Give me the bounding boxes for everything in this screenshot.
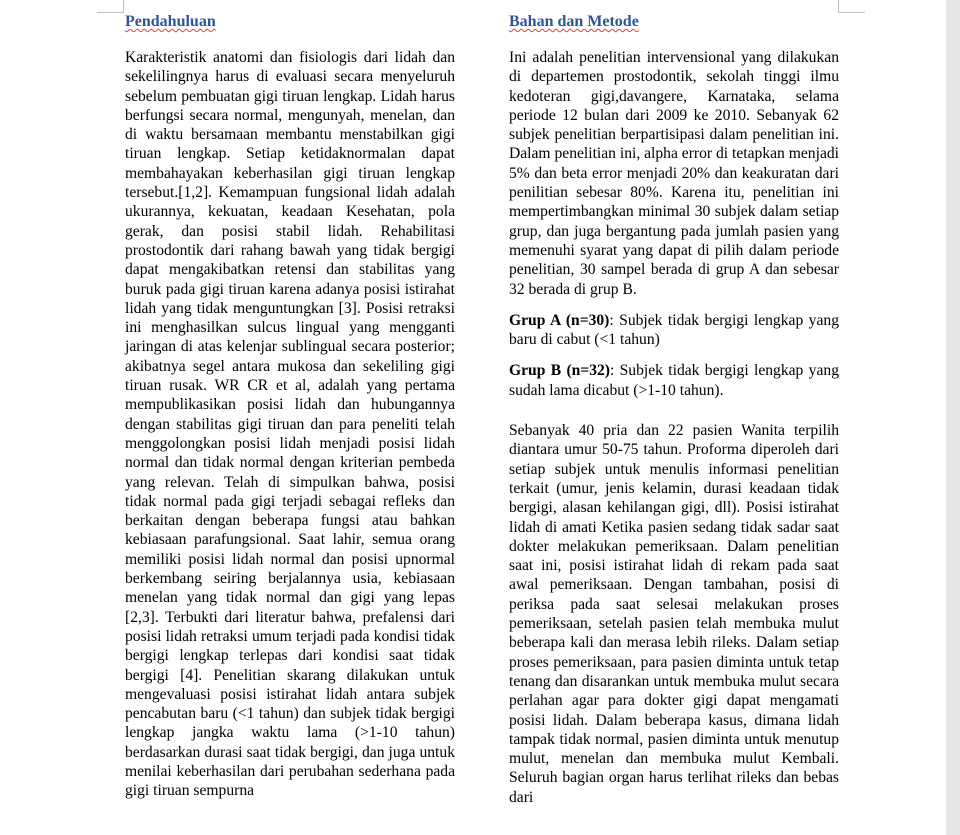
- right-column: [509, 10, 839, 807]
- left-column: [125, 10, 455, 801]
- section-heading-bahan-dan-metode[interactable]: Bahan dan Metode: [509, 13, 639, 30]
- section-heading-pendahuluan[interactable]: Pendahuluan: [125, 13, 216, 30]
- metode-paragraph-2[interactable]: Sebanyak 40 pria dan 22 pasien Wanita terpilih diantara umur 50-75 tahun. Proforma diperoleh dari setiap subjek untuk menulis informasi penelitian terkait (umur, jenis kelamin, durasi keadaan tidak bergigi, alasan kehilangan gigi, dll). Posisi istirahat lidah di amati Ketika pasien sedang tidak sadar saat dokter melakukan pemeriksaan. Dalam penelitian saat ini, posisi istirahat lidah di rekam pada saat awal pemeriksaan. Dengan tambahan, posisi di periksa pada saat selesai melakukan proses pemeriksaan, setelah pasien telah membuka mulut beberapa kali dan merasa lebih rileks. Dalam setiap proses pemeriksaan, para pasien diminta untuk tetap tenang dan disarankan untuk membuka mulut secara perlahan agar para dokter gigi dapat mengamati posisi lidah. Dalam beberapa kasus, dimana lidah tampak tidak normal, pasien diminta untuk menutup mulut, menelan dan membuka mulut Kembali. Seluruh bagian organ harus terlihat rileks dan bebas dari: [509, 422, 839, 806]
- group-b-label: Grup B (n=32): [509, 362, 610, 380]
- pendahuluan-paragraph[interactable]: Karakteristik anatomi dan fisiologis dari lidah dan sekelilingnya harus di evaluasi secara menyeluruh sebelum pembuatan gigi tiruan lengkap. Lidah harus berfungsi secara normal, mengunyah, menelan, dan di waktu bersamaan membantu menstabilkan gigi tiruan lengkap. Setiap ketidaknormalan dapat membahayakan keberhasilan gigi tiruan lengkap tersebut.[1,2]. Kemampuan fungsional lidah adalah ukurannya, kekuatan, keadaan Kesehatan, pola gerak, dan posisi stabil lidah. Rehabilitasi prostodontik dari rahang bawah yang tidak bergigi dapat mengakibatkan retensi dan stabilitas yang buruk pada gigi tiruan karena adanya posisi istirahat lidah yang tidak menguntungkan [3]. Posisi retraksi ini menghasilkan sulcus lingual yang mengganti jaringan di atas kelenjar sublingual secara posterior; akibatnya segel antara mukosa dan sekeliling gigi tiruan rusak. WR CR et al, adalah yang pertama mempublikasikan posisi lidah dan hubungannya dengan stabilitas gigi tiruan dan para peneliti telah menggolongkan posisi lidah menjadi posisi lidah normal dan tidak normal dengan kriterian pembeda yang relevan. Telah di simpulkan bahwa, posisi tidak normal pada gigi terjadi sebagai refleks dan berkaitan dengan beberapa fungsi atau bahkan kebiasaan parafungsional. Saat lahir, semua orang memiliki posisi lidah normal dan posisi upnormal berkembang seiring berjalannya usia, kebiasaan menelan yang tidak normal dan gigi yang lepas [2,3]. Terbukti dari literatur bahwa, prefalensi dari posisi lidah retraksi umum terjadi pada kondisi tidak bergigi lengkap terlepas dari kondisi saat tidak bergigi [4]. Penelitian skarang dilakukan untuk mengevaluasi posisi istirahat lidah antara subjek pencabutan baru (<1 tahun) dan subjek tidak bergigi lengkap jangka waktu lama (>1-10 tahun) berdasarkan durasi saat tidak bergigi, dan juga untuk menilai keberhasilan dari perubahan sederhana pada gigi tiruan sempurna: [125, 49, 455, 800]
- group-a-label: Grup A (n=30): [509, 311, 610, 329]
- group-a-text: : Subjek tidak bergigi lengkap yang baru di cabut (<1 tahun): [509, 311, 839, 349]
- group-b-paragraph[interactable]: [509, 361, 839, 400]
- crop-mark-top-left: [97, 0, 124, 13]
- metode-paragraph-1[interactable]: Ini adalah penelitian intervensional yang dilakukan di departemen prostodontik, sekolah tinggi ilmu kedoteran gigi,davangere, Karnataka, selama periode 12 bulan dari 2009 ke 2010. Sebanyak 62 subjek penelitian berpartisipasi dalam penelitian ini. Dalam penelitian ini, alpha error di tetapkan menjadi 5% dan beta error menjadi 20% dan keakuratan dari penilitian sebesar 80%. Karena itu, penelitian ini mempertimbangkan minimal 30 subjek dalam setiap grup, dan juga bergantung pada jumlah pasien yang memenuhi syarat yang dapat di pilih dalam periode penelitian, 30 sampel berada di grup A dan sebesar 32 berada di grup B.: [509, 49, 839, 298]
- group-b-text: : Subjek tidak bergigi lengkap yang sudah lama dicabut (>1-10 tahun).: [509, 362, 839, 399]
- group-a-paragraph[interactable]: [509, 311, 839, 350]
- crop-mark-top-right: [838, 0, 865, 13]
